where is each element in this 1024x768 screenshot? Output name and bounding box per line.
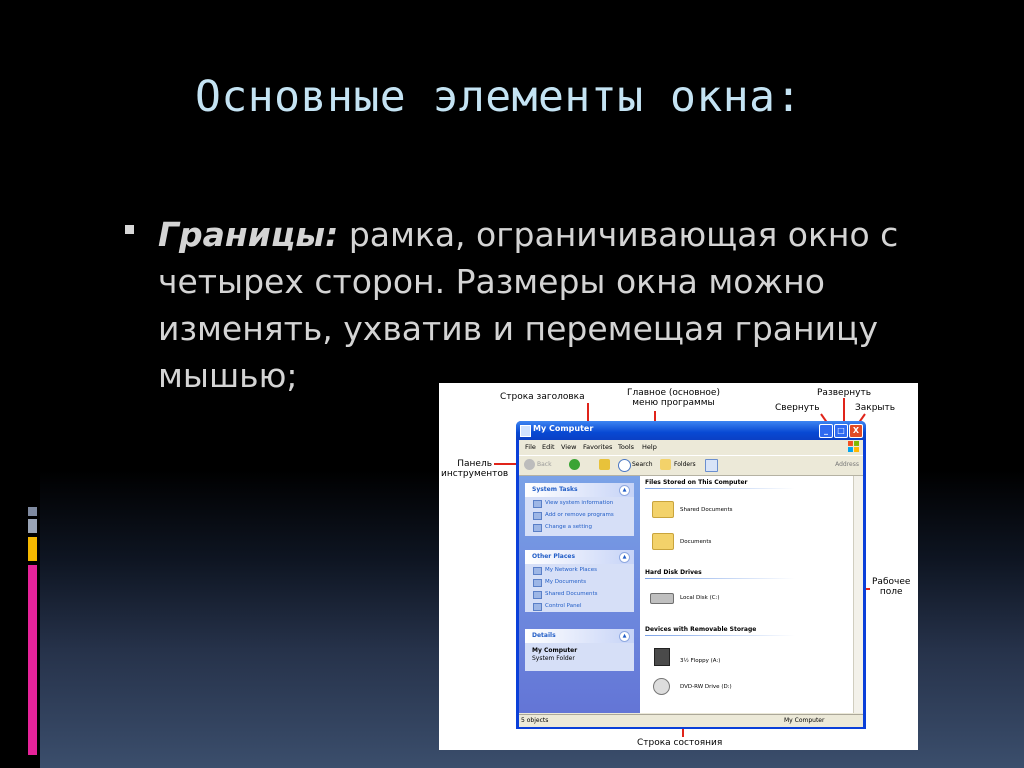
windows-logo-icon bbox=[848, 441, 859, 452]
deco-bar-pink-b bbox=[28, 565, 37, 755]
annotation-toolbar: Панель инструментов bbox=[441, 459, 509, 479]
address-label: Address bbox=[835, 461, 859, 468]
other-places-header[interactable] bbox=[525, 550, 634, 564]
annotation-workspace: Рабочее поле bbox=[872, 577, 911, 597]
menu-edit[interactable]: Edit bbox=[542, 443, 555, 451]
task-add-remove-programs[interactable]: Add or remove programs bbox=[525, 509, 634, 521]
details-name: My Computer bbox=[532, 647, 578, 654]
folders-icon[interactable] bbox=[660, 459, 671, 470]
bullet-term: Границы: bbox=[158, 215, 339, 254]
menu-view[interactable]: View bbox=[561, 443, 577, 451]
status-location: My Computer bbox=[784, 717, 825, 724]
divider bbox=[645, 578, 795, 579]
slide-title: Основные элементы окна: bbox=[195, 72, 802, 122]
forward-arrow-icon[interactable] bbox=[569, 459, 580, 470]
search-button[interactable]: Search bbox=[632, 461, 653, 468]
bullet-description: рамка, ограничивающая окно с четырех сторон. Размеры окна можно изменять, ухватив и перемещая границу мышью; bbox=[158, 215, 899, 395]
task-pane bbox=[519, 476, 640, 713]
bullet-marker bbox=[125, 225, 134, 234]
place-control-panel[interactable]: Control Panel bbox=[525, 600, 634, 612]
details-panel bbox=[525, 629, 634, 671]
task-view-system-info[interactable]: View system information bbox=[525, 497, 634, 509]
item-floppy[interactable]: 3½ Floppy (A:) bbox=[680, 658, 721, 664]
close-button[interactable]: X bbox=[849, 424, 863, 438]
annotation-main-menu: Главное (основное) меню программы bbox=[627, 388, 720, 408]
item-shared-documents[interactable]: Shared Documents bbox=[680, 507, 733, 513]
toolbar bbox=[519, 455, 863, 476]
collapse-chevron-icon[interactable]: ▲ bbox=[619, 631, 630, 642]
annotation-minimize: Свернуть bbox=[775, 403, 820, 413]
place-my-documents[interactable]: My Documents bbox=[525, 576, 634, 588]
task-change-setting[interactable]: Change a setting bbox=[525, 521, 634, 533]
vertical-scrollbar[interactable] bbox=[853, 476, 863, 713]
title-bar[interactable] bbox=[516, 421, 866, 440]
section-files-header: Files Stored on This Computer bbox=[645, 479, 748, 486]
status-bar bbox=[519, 714, 863, 727]
menu-bar bbox=[519, 440, 863, 454]
floppy-drive-icon[interactable] bbox=[654, 648, 670, 666]
computer-icon bbox=[520, 425, 531, 437]
system-tasks-title: System Tasks bbox=[532, 486, 578, 493]
other-places-panel bbox=[525, 550, 634, 612]
annotation-maximize: Развернуть bbox=[817, 388, 872, 398]
annotation-close: Закрыть bbox=[855, 403, 896, 413]
system-tasks-header[interactable] bbox=[525, 483, 634, 497]
hard-drive-icon[interactable] bbox=[650, 593, 674, 604]
back-button[interactable]: Back bbox=[537, 461, 552, 468]
workspace bbox=[640, 476, 854, 713]
place-network[interactable]: My Network Places bbox=[525, 564, 634, 576]
menu-help[interactable]: Help bbox=[642, 443, 657, 451]
bullet-text bbox=[158, 211, 958, 399]
deco-square-gray-a bbox=[28, 507, 37, 516]
annotation-status-bar: Строка состояния bbox=[637, 738, 723, 748]
deco-square-yellow-b bbox=[28, 537, 37, 561]
search-icon[interactable] bbox=[618, 459, 631, 472]
section-removable-header: Devices with Removable Storage bbox=[645, 626, 757, 633]
back-arrow-icon[interactable] bbox=[524, 459, 535, 470]
folders-button[interactable]: Folders bbox=[674, 461, 696, 468]
content-area bbox=[519, 476, 863, 713]
collapse-chevron-icon[interactable]: ▲ bbox=[619, 485, 630, 496]
collapse-chevron-icon[interactable]: ▲ bbox=[619, 552, 630, 563]
annotation-title-bar: Строка заголовка bbox=[500, 392, 585, 402]
item-documents[interactable]: Documents bbox=[680, 539, 712, 545]
status-object-count: 5 objects bbox=[521, 717, 549, 724]
window-screenshot bbox=[439, 383, 918, 750]
item-dvd-drive[interactable]: DVD-RW Drive (D:) bbox=[680, 684, 732, 690]
section-hdd-header: Hard Disk Drives bbox=[645, 569, 702, 576]
up-folder-icon[interactable] bbox=[599, 459, 610, 470]
other-places-title: Other Places bbox=[532, 553, 576, 560]
details-title: Details bbox=[532, 632, 556, 639]
place-shared-documents[interactable]: Shared Documents bbox=[525, 588, 634, 600]
xp-window bbox=[516, 421, 866, 729]
deco-square-gray-b bbox=[28, 519, 37, 533]
menu-file[interactable]: File bbox=[525, 443, 536, 451]
dvd-drive-icon[interactable] bbox=[653, 678, 670, 695]
views-icon[interactable] bbox=[705, 459, 718, 472]
item-local-disk[interactable]: Local Disk (C:) bbox=[680, 595, 720, 601]
window-title: My Computer bbox=[533, 424, 594, 433]
window-body bbox=[519, 440, 863, 726]
details-header[interactable] bbox=[525, 629, 634, 643]
divider bbox=[645, 635, 795, 636]
menu-favorites[interactable]: Favorites bbox=[583, 443, 613, 451]
system-tasks-panel bbox=[525, 483, 634, 536]
folder-icon[interactable] bbox=[652, 533, 674, 550]
divider bbox=[645, 488, 795, 489]
minimize-button[interactable]: _ bbox=[819, 424, 833, 438]
details-description: System Folder bbox=[532, 655, 575, 662]
folder-icon[interactable] bbox=[652, 501, 674, 518]
menu-tools[interactable]: Tools bbox=[618, 443, 635, 451]
maximize-button[interactable]: □ bbox=[834, 424, 848, 438]
